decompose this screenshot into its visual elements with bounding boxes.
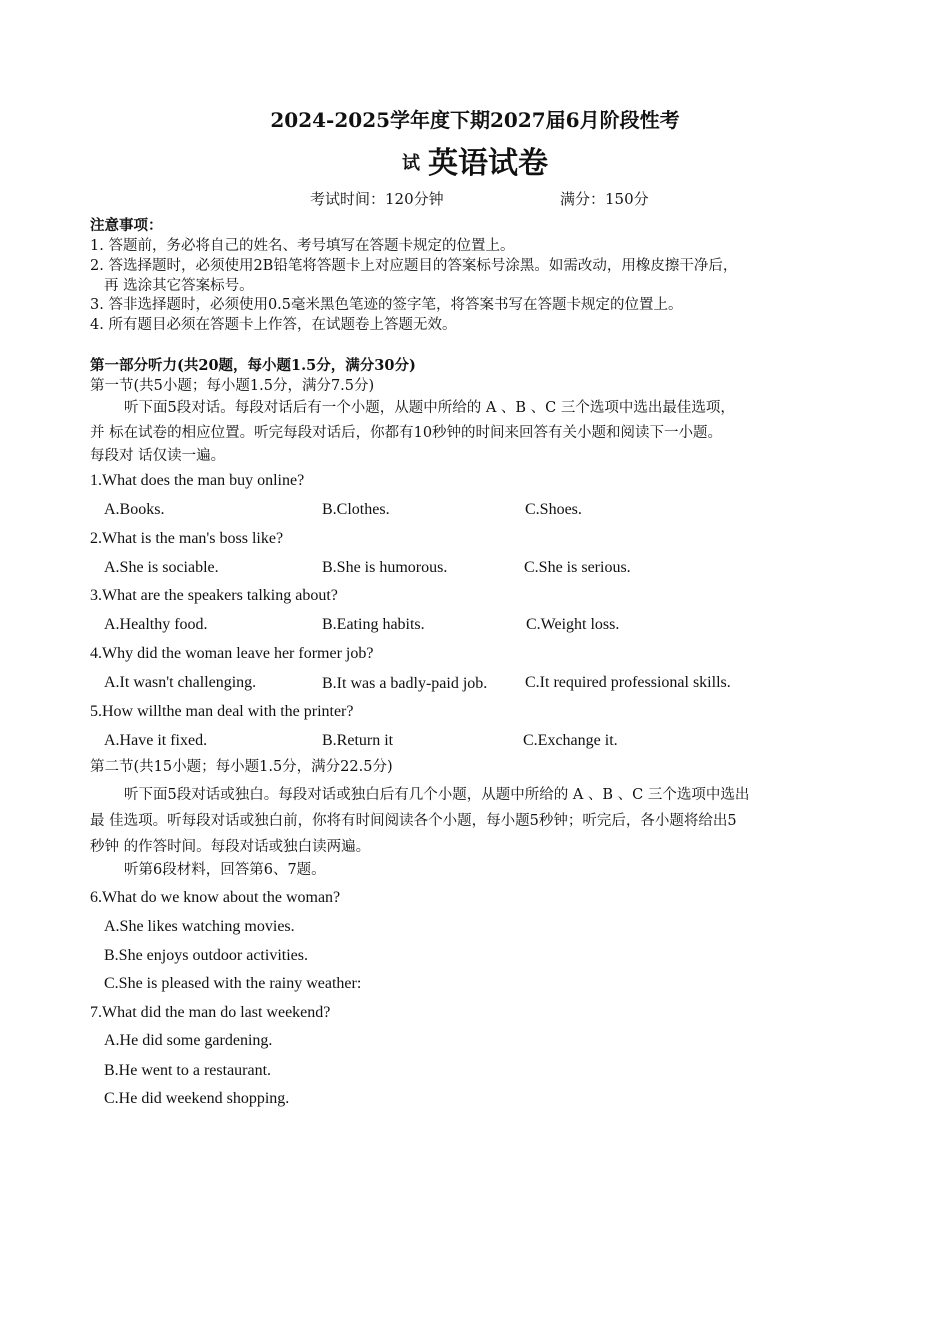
section2-instruction: 听下面5段对话或独白。每段对话或独白后有几个小题，从题中所给的 A 、B 、C 三个选项中选出 [124, 787, 750, 803]
question-text: 3.What are the speakers talking about? [90, 587, 338, 604]
option-a: A.He did some gardening. [104, 1032, 273, 1049]
question-text: 5.How willthe man deal with the printer? [90, 703, 354, 720]
option-a: A.It wasn't challenging. [104, 674, 257, 691]
notice-item: 2. 答选择题时，必须使用2B铅笔将答题卡上对应题目的答案标号涂黑。如需改动，用橡皮擦干净后， [90, 258, 738, 274]
section2-instruction: 秒钟 的作答时间。每段对话或独白读两遍。 [90, 839, 371, 855]
section1-instruction: 听下面5段对话。每段对话后有一个小题，从题中所给的 A 、B 、C 三个选项中选出最佳选项， [124, 400, 735, 416]
question-text: 4.Why did the woman leave her former job? [90, 645, 374, 662]
option-b: B.He went to a restaurant. [104, 1062, 272, 1079]
notice-heading: 注意事项： [90, 217, 163, 234]
option-b: B.It was a badly-paid job. [322, 675, 488, 692]
option-b: B.Eating habits. [322, 616, 425, 633]
notice-item: 再 选涂其它答案标号。 [104, 278, 254, 294]
notice-item: 3. 答非选择题时，必须使用0.5毫米黑色笔迹的签字笔，将答案书写在答题卡规定的位置上。 [90, 297, 683, 313]
option-b: B.Clothes. [322, 501, 390, 518]
option-c: C.He did weekend shopping. [104, 1090, 290, 1107]
option-c: C.Exchange it. [523, 732, 618, 749]
option-c: C.She is pleased with the rainy weather: [104, 975, 362, 992]
option-c: C.Shoes. [525, 501, 582, 518]
option-c: C.It required professional skills. [525, 674, 731, 691]
section2-heading: 第二节(共15小题；每小题1.5分，满分22.5分) [90, 759, 393, 775]
exam-time: 考试时间：120分钟 [310, 190, 444, 208]
exam-subject-title: 英语试卷 [428, 146, 548, 181]
option-a: A.She likes watching movies. [104, 918, 295, 935]
section1-instruction: 每段对 话仅读一遍。 [90, 448, 226, 464]
option-a: A.Have it fixed. [104, 732, 208, 749]
question-text: 2.What is the man's boss like? [90, 530, 284, 547]
option-a: A.She is sociable. [104, 559, 219, 576]
option-c: C.Weight loss. [526, 616, 620, 633]
question-text: 6.What do we know about the woman? [90, 889, 341, 906]
exam-score: 满分：150分 [560, 190, 649, 208]
section2-instruction: 听第6段材料，回答第6、7题。 [124, 862, 326, 878]
option-b: B.She is humorous. [322, 559, 448, 576]
option-a: A.Books. [104, 501, 165, 518]
section1-instruction: 并 标在试卷的相应位置。听完每段对话后，你都有10秒钟的时间来回答有关小题和阅读下一小题。 [90, 425, 723, 441]
question-text: 1.What does the man buy online? [90, 472, 305, 489]
exam-title-line2-small: 试 [402, 153, 420, 174]
option-b: B.Return it [322, 732, 394, 749]
notice-item: 4. 所有题目必须在答题卡上作答，在试题卷上答题无效。 [90, 317, 457, 333]
section2-instruction: 最 佳选项。听每段对话或独白前，你将有时间阅读各个小题，每小题5秒钟；听完后，各小题将给出5 [90, 813, 737, 829]
part1-heading: 第一部分听力(共20题，每小题1.5分，满分30分) [90, 357, 416, 374]
notice-item: 1. 答题前，务必将自己的姓名、考号填写在答题卡规定的位置上。 [90, 238, 515, 254]
option-c: C.She is serious. [524, 559, 631, 576]
exam-title-line1: 2024-2025学年度下期2027届6月阶段性考 [270, 108, 680, 132]
option-b: B.She enjoys outdoor activities. [104, 947, 308, 964]
section1-heading: 第一节(共5小题；每小题1.5分，满分7.5分) [90, 378, 375, 394]
exam-title-line2 [0, 138, 950, 182]
option-a: A.Healthy food. [104, 616, 208, 633]
question-text: 7.What did the man do last weekend? [90, 1004, 331, 1021]
